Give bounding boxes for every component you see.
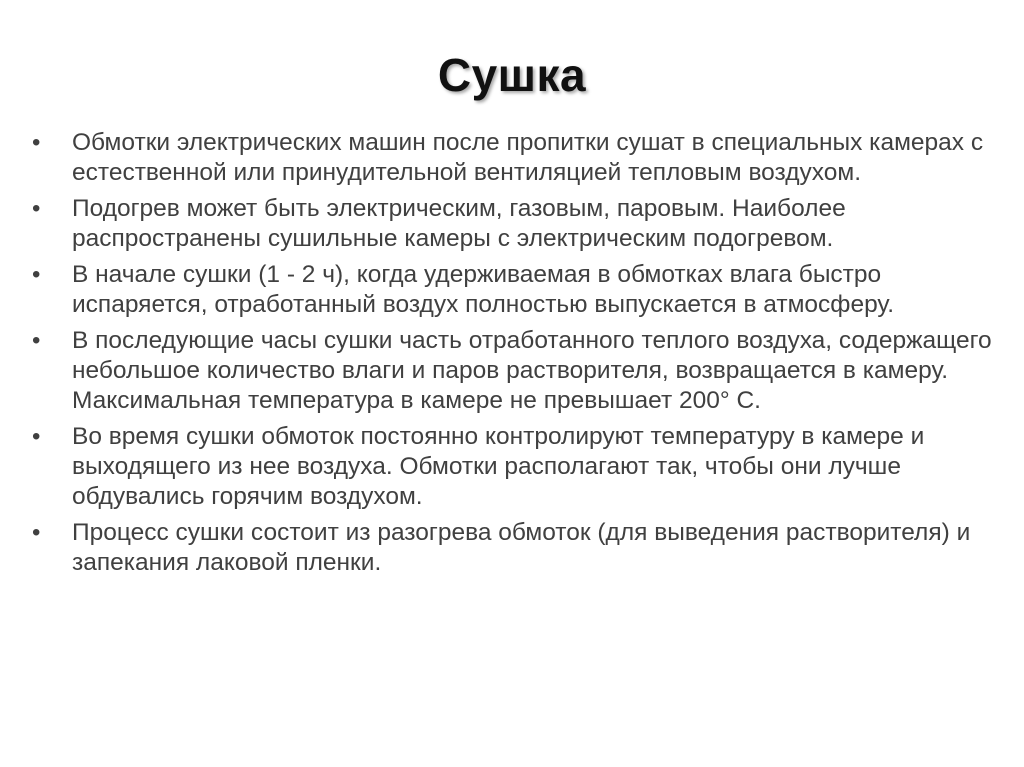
bullet-text: Во время сушки обмоток постоянно контролируют температуру в камере и выходящего из нее воздуха. Обмотки располагают так, чтобы они лучше обдувались горячим воздухом. <box>72 423 925 510</box>
bullet-text: Обмотки электрических машин после пропитки сушат в специальных камерах с естественной или принудительной вентиляцией тепловым воздухом. <box>72 129 984 186</box>
bullet-icon: • <box>32 129 41 156</box>
list-item <box>28 518 998 578</box>
bullet-icon: • <box>32 519 41 546</box>
bullet-icon: • <box>32 195 41 222</box>
slide-title: Сушка <box>437 49 587 101</box>
bullet-icon: • <box>32 327 41 354</box>
bullet-icon: • <box>32 261 41 288</box>
bullet-icon: • <box>32 423 41 450</box>
bullet-text: Процесс сушки состоит из разогрева обмоток (для выведения растворителя) и запекания лаковой пленки. <box>72 519 971 576</box>
bullet-text: Подогрев может быть электрическим, газовым, паровым. Наиболее распространены сушильные камеры с электрическим подогревом. <box>72 195 846 252</box>
list-item <box>28 422 998 512</box>
list-item <box>28 326 998 416</box>
bullet-list <box>28 128 998 584</box>
bullet-text: В последующие часы сушки часть отработанного теплого воздуха, содержащего небольшое количество влаги и паров растворителя, возвращается в камеру. Максимальная температура в камере не превышает 200° С. <box>72 327 992 414</box>
list-item <box>28 128 998 188</box>
bullet-text: В начале сушки (1 - 2 ч), когда удерживаемая в обмотках влага быстро испаряется, отработанный воздух полностью выпускается в атмосферу. <box>72 261 895 318</box>
list-item <box>28 194 998 254</box>
list-item <box>28 260 998 320</box>
